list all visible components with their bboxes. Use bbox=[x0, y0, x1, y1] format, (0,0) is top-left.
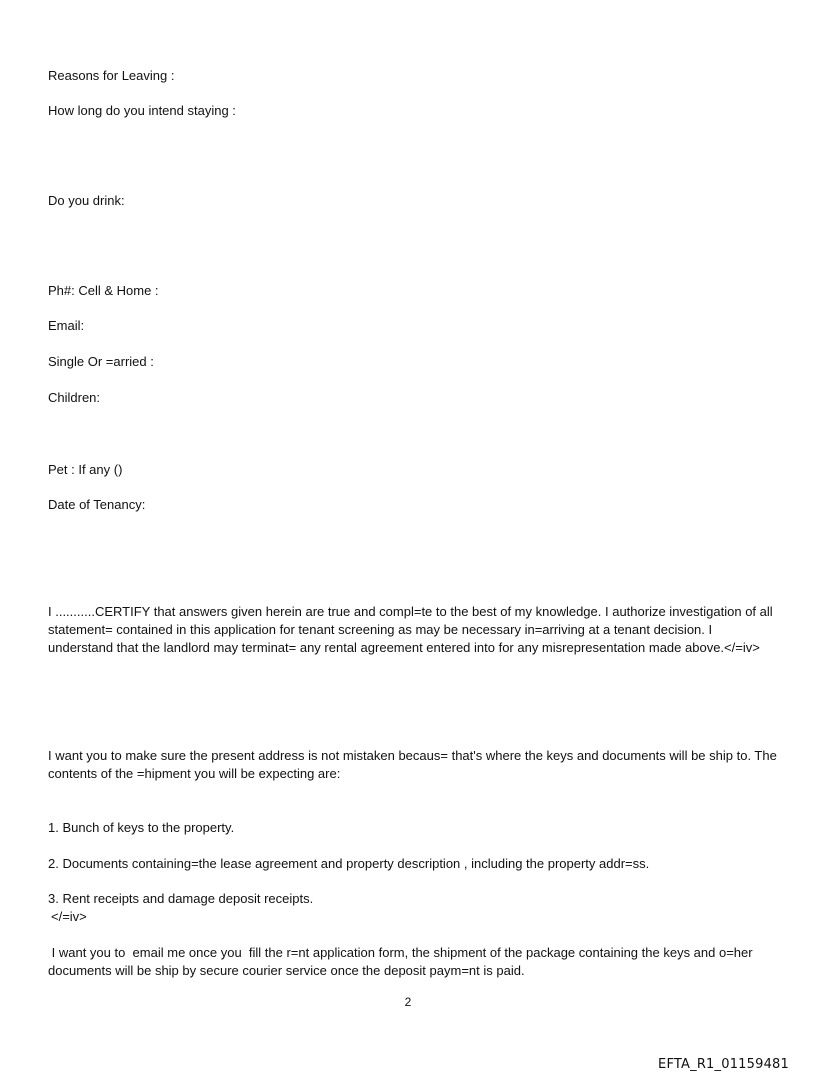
field-date-of-tenancy: Date of Tenancy: bbox=[48, 497, 146, 512]
shipment-intro-paragraph: I want you to make sure the present address is not mistaken becaus= that's where the keys and documents will be ship to. The contents of the =hipment you will be expecting are: bbox=[48, 748, 777, 781]
shipment-item: 3. Rent receipts and damage deposit receipts. bbox=[48, 891, 314, 906]
field-phone: Ph#: Cell & Home : bbox=[48, 283, 159, 298]
document-id-footer: EFTA_R1_01159481 bbox=[658, 1057, 789, 1072]
field-email: Email: bbox=[48, 318, 85, 333]
certification-paragraph: I ...........CERTIFY that answers given herein are true and compl=te to the best of my knowledge. I authorize investigation of all statement= contained in this application for tenant screening as may be necessary in=arriving at a tenant decision. I understand that the landlord may terminat= any rental agreement entered into for any misrepresentation made above.</=iv> bbox=[48, 604, 773, 655]
field-reasons-for-leaving: Reasons for Leaving : bbox=[48, 68, 175, 83]
field-do-you-drink: Do you drink: bbox=[48, 193, 125, 208]
page-number: 2 bbox=[404, 995, 412, 1009]
closing-paragraph: I want you to email me once you fill the r=nt application form, the shipment of the package containing the keys and o=her documents will be ship by secure courier service once the deposit paym=nt is paid. bbox=[48, 945, 757, 978]
field-children: Children: bbox=[48, 390, 101, 405]
field-pet: Pet : If any () bbox=[48, 462, 123, 477]
stray-closing-tag: </=iv> bbox=[51, 909, 87, 924]
shipment-item: 1. Bunch of keys to the property. bbox=[48, 820, 235, 835]
shipment-item: 2. Documents containing=the lease agreement and property description , including the property addr=ss. bbox=[48, 856, 650, 871]
field-how-long-staying: How long do you intend staying : bbox=[48, 103, 236, 118]
field-marital-status: Single Or =arried : bbox=[48, 354, 154, 369]
